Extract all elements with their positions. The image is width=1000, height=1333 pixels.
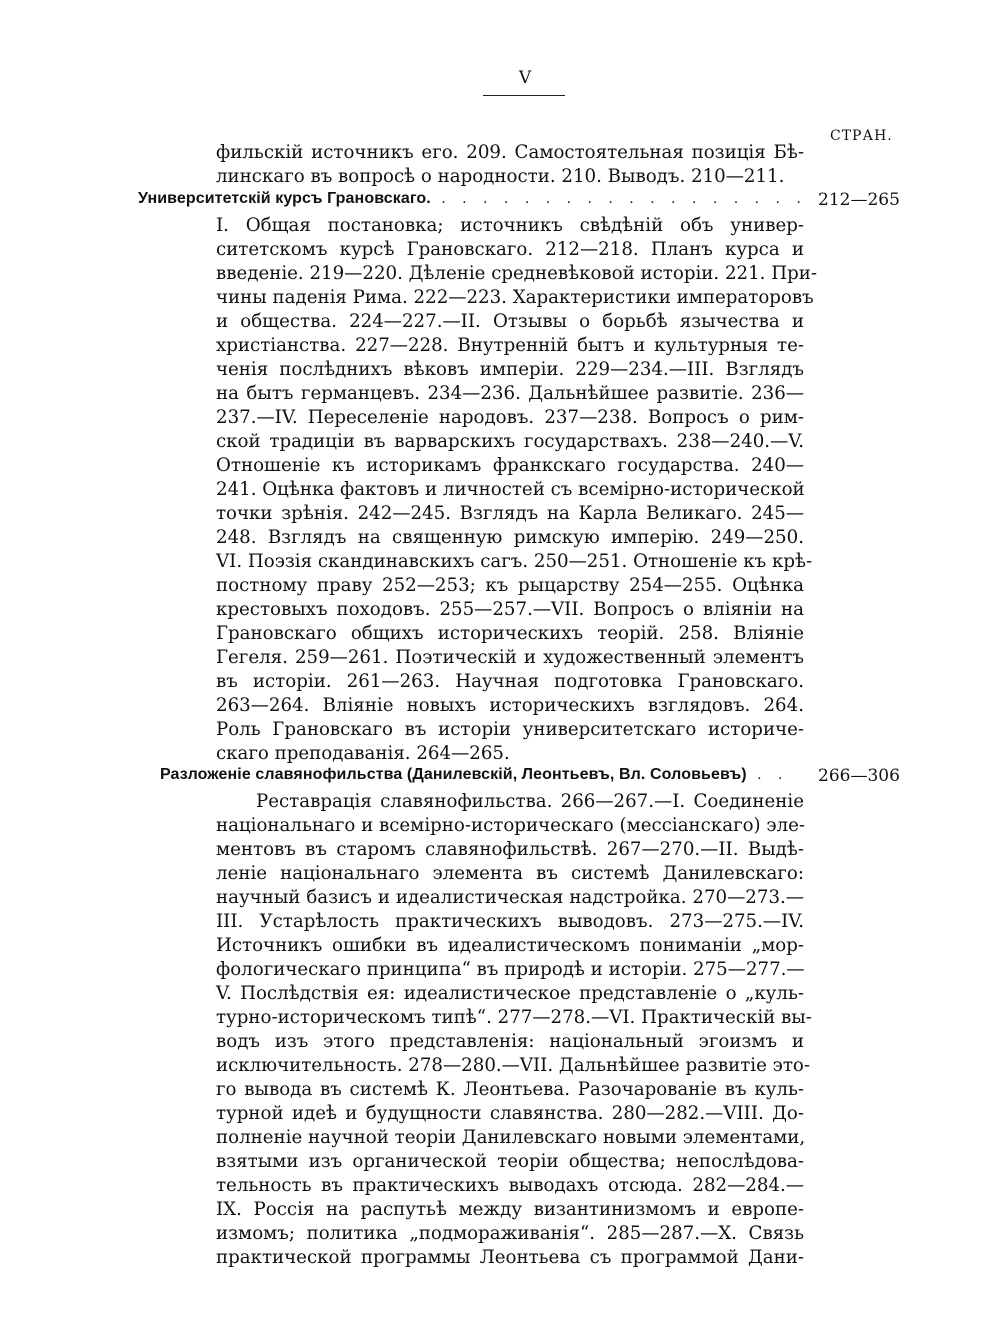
text-line: IX. Россія на распутьѣ между византинизмомъ и европе-	[216, 1199, 804, 1220]
text-line: постному праву 252—253; къ рыцарству 254—255. Оцѣнка	[216, 575, 804, 596]
text-line: 263—264. Вліяніе новыхъ историческихъ взглядовъ. 264.	[216, 695, 804, 716]
section-title-text: Университетскій курсъ Грановскаго.	[138, 190, 431, 207]
section-title-slavophilism	[160, 766, 788, 784]
text-line: Грановскаго общихъ историческихъ теорій. 258. Вліяніе	[216, 623, 804, 644]
text-line: введеніе. 219—220. Дѣленіе средневѣковой исторіи. 221. При-	[216, 263, 818, 284]
section-pages-slavophilism: 266—306	[818, 766, 900, 786]
text-line: 237.—IV. Переселеніе народовъ. 237—238. Вопросъ о рим-	[216, 407, 804, 428]
text-line: 241. Оцѣнка фактовъ и личностей съ всемірно-исторической	[216, 479, 805, 500]
text-line: взятыми изъ органической теоріи общества; непослѣдова-	[216, 1151, 804, 1172]
text-line: въ исторіи. 261—263. Научная подготовка Грановскаго.	[216, 671, 804, 692]
text-line: линскаго въ вопросѣ о народности. 210. Выводъ. 210—211.	[216, 166, 785, 187]
text-line: V. Послѣдствія ея: идеалистическое представленіе о „куль-	[216, 983, 804, 1004]
text-line: I. Общая постановка; источникъ свѣдѣній объ универ-	[216, 215, 804, 236]
text-line: ментовъ въ старомъ славянофильствѣ. 267—270.—II. Выдѣ-	[216, 839, 804, 860]
header-divider	[483, 95, 565, 96]
text-line: полненіе научной теоріи Данилевскаго новыми элементами,	[216, 1127, 806, 1148]
text-line: научный базисъ и идеалистическая надстройка. 270—273.—	[216, 887, 804, 908]
text-line: Гегеля. 259—261. Поэтическій и художественный элементъ	[216, 647, 804, 668]
text-line: 248. Взглядъ на священную римскую имперію. 249—250.	[216, 527, 804, 548]
text-line: ченія послѣднихъ вѣковъ имперіи. 229—234.—III. Взглядъ	[216, 359, 804, 380]
text-line: на бытъ германцевъ. 234—236. Дальнѣйшее развитіе. 236—	[216, 383, 804, 404]
text-line: скаго преподаванія. 264—265.	[216, 743, 510, 764]
text-line: III. Устарѣлость практическихъ выводовъ. 273—275.—IV.	[216, 911, 804, 932]
text-line: Реставрація славянофильства. 266—267.—I. Соединеніе	[256, 791, 804, 812]
section-pages-granovsky: 212—265	[818, 190, 900, 210]
text-line: измомъ; политика „подмораживанія“. 285—287.—X. Связь	[216, 1223, 804, 1244]
leader-dots: . .	[746, 766, 789, 783]
text-line: го вывода въ системѣ К. Леонтьева. Разочарованіе въ куль-	[216, 1079, 804, 1100]
text-line: христіанства. 227—228. Внутренній бытъ и культурныя те-	[216, 335, 804, 356]
text-line: Отношеніе къ историкамъ франкскаго государства. 240—	[216, 455, 804, 476]
text-line: турно-историческомъ типѣ“. 277—278.—VI. Практическій вы-	[216, 1007, 812, 1028]
text-line: Источникъ ошибки въ идеалистическомъ пониманіи „мор-	[216, 935, 804, 956]
text-line: фильскій источникъ его. 209. Самостоятельная позиція Бѣ-	[216, 142, 804, 163]
text-line: чины паденія Рима. 222—223. Характеристики императоровъ	[216, 287, 814, 308]
text-line: исключительность. 278—280.—VII. Дальнѣйшее развитіе это-	[216, 1055, 810, 1076]
text-line: турной идеѣ и будущности славянства. 280—282.—VIII. До-	[216, 1103, 804, 1124]
text-line: ситетскомъ курсѣ Грановскаго. 212—218. Планъ курса и	[216, 239, 804, 260]
text-line: національнаго и всемірно-историческаго (мессіанскаго) эле-	[216, 815, 806, 836]
leader-dots: . . . . . . . . . . . . . . . . . .	[430, 190, 807, 207]
text-line: водъ изъ этого представленія: національный эгоизмъ и	[216, 1031, 804, 1052]
text-line: тельность въ практическихъ выводахъ отсюда. 282—284.—	[216, 1175, 804, 1196]
section-title-granovsky	[138, 190, 807, 208]
text-line: VI. Поэзія скандинавскихъ сагъ. 250—251. Отношеніе къ крѣ-	[216, 551, 813, 572]
text-line: Роль Грановскаго въ исторіи университетскаго историче-	[216, 719, 804, 740]
page-number: V	[518, 68, 532, 88]
text-line: ской традиціи въ варварскихъ государствахъ. 238—240.—V.	[216, 431, 804, 452]
pages-column-label: СТРАН.	[830, 128, 893, 144]
text-line: точки зрѣнія. 242—245. Взглядъ на Карла Великаго. 245—	[216, 503, 804, 524]
text-line: леніе національнаго элемента въ системѣ Данилевскаго:	[216, 863, 804, 884]
text-line: и общества. 224—227.—II. Отзывы о борьбѣ язычества и	[216, 311, 804, 332]
text-line: фологическаго принципа“ въ природѣ и исторіи. 275—277.—	[216, 959, 805, 980]
text-line: практической программы Леонтьева съ программой Дани-	[216, 1247, 804, 1268]
section-title-text: Разложеніе славянофильства (Данилевскій, Леонтьевъ, Вл. Соловьевъ)	[160, 766, 747, 783]
text-line: крестовыхъ походовъ. 255—257.—VII. Вопросъ о вліяніи на	[216, 599, 804, 620]
